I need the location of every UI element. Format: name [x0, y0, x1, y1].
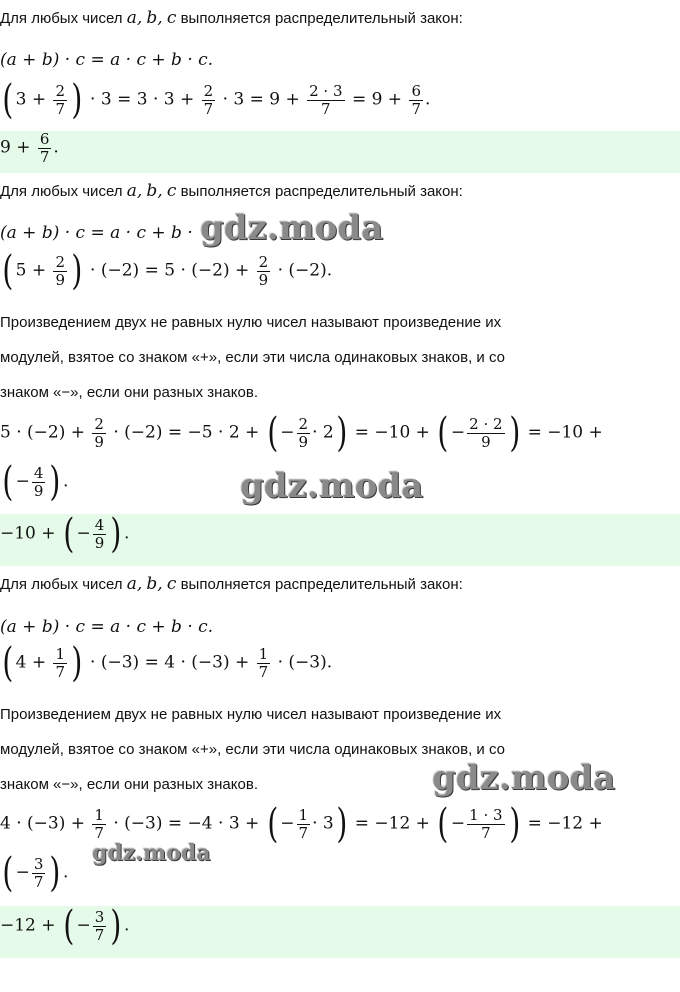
law-formula-2: (a + b) · c = a · c + b ·	[0, 223, 193, 243]
rule-line-2: модулей, взятое со знаком «+», если эти числа одинаковых знаков, и со	[0, 741, 505, 758]
watermark: gdz.moda	[240, 466, 424, 506]
fraction: $\frac{2}{9}$	[298, 415, 309, 451]
law-formula-1: (a + b) · c = a · c + b · c.	[0, 50, 214, 70]
ex1-mid3: = 9 +	[351, 89, 403, 110]
ex2-answer: −10 + ( − $\frac{4}{9}$ ) .	[0, 511, 130, 557]
fraction: $\frac{3}{7}$	[94, 908, 105, 944]
rule-line-3: знаком «−», если они разных знаков.	[0, 384, 258, 401]
fraction: $\frac{1}{7}$	[55, 645, 66, 681]
fraction: $\frac{1}{7}$	[298, 806, 309, 842]
ex3-expansion: ( 4 + $\frac{1}{7}$ ) · (−3) = 4 · (−3) + $\frac{1}{7}$ · (−3).	[2, 640, 333, 686]
fraction: $\frac{3}{7}$	[33, 855, 44, 891]
fraction: $\frac{2 \cdot 2}{9}$	[469, 415, 503, 451]
ex2-solution-line2: ( − $\frac{4}{9}$ ) .	[2, 459, 69, 505]
ex1-expansion: ( 3 + $\frac{2}{7}$ ) · 3 = 3 · 3 + $\frac{2}{7}$ · 3 = 9 + $\frac{2 \cdot 3}{7}$ = 9 + $\frac{6}{7}$ .	[2, 77, 431, 123]
paren-close: )	[71, 77, 83, 123]
rule-line-2: модулей, взятое со знаком «+», если эти числа одинаковых знаков, и со	[0, 349, 505, 366]
fraction: $\frac{2 \cdot 3}{7}$	[309, 82, 343, 118]
fraction: $\frac{2}{7}$	[55, 82, 66, 118]
ex3-answer: −12 + ( − $\frac{3}{7}$ ) .	[0, 903, 130, 949]
law-prefix: Для любых чисел	[0, 10, 127, 27]
ex1-mid2: · 3 = 9 +	[222, 89, 300, 110]
law-formula-3: (a + b) · c = a · c + b · c.	[0, 617, 214, 637]
watermark: gdz.moda	[200, 208, 384, 248]
rule-line-1: Произведением двух не равных нулю чисел называют произведение их	[0, 706, 502, 723]
law-suffix: выполняется распределительный закон:	[176, 10, 463, 27]
fraction: $\frac{4}{9}$	[33, 464, 44, 500]
var-b: b,	[146, 8, 163, 28]
paren-close: )	[71, 248, 83, 294]
fraction: $\frac{4}{9}$	[94, 516, 105, 552]
fraction: $\frac{1}{7}$	[94, 806, 104, 842]
fraction: $\frac{2}{9}$	[258, 253, 269, 289]
ex3-solution-line2: ( − $\frac{3}{7}$ ) .	[2, 850, 69, 896]
law-statement-1	[0, 8, 463, 28]
watermark: gdz.moda	[92, 840, 211, 866]
fraction: $\frac{2}{7}$	[203, 82, 214, 118]
ex1-mid: · 3 = 3 · 3 +	[90, 89, 195, 110]
law-statement-3: Для любых чисел a, b, c выполняется распределительный закон:	[0, 574, 463, 594]
paren-open: (	[2, 248, 14, 294]
ex2-solution-line1: 5 · (−2) + $\frac{2}{9}$ · (−2) = −5 · 2 + ( − $\frac{2}{9}$ · 2) = −10 + ( − $\frac{2 \cdot 2}{9}$ ) = −10 +	[0, 410, 603, 456]
fraction: $\frac{6}{7}$	[39, 130, 50, 166]
fraction: $\frac{2}{9}$	[94, 415, 104, 451]
ex2-expansion: ( 5 + $\frac{2}{9}$ ) · (−2) = 5 · (−2) + $\frac{2}{9}$ · (−2).	[2, 248, 333, 294]
var-c: c	[166, 8, 177, 28]
fraction: $\frac{6}{7}$	[411, 82, 422, 118]
var-a: a,	[126, 8, 143, 28]
paren-open: (	[2, 77, 14, 123]
fraction: $\frac{2}{9}$	[55, 253, 66, 289]
ex1-answer: 9 + $\frac{6}{7}$ .	[0, 130, 59, 166]
fraction: $\frac{1}{7}$	[258, 645, 269, 681]
answer-band-1	[0, 131, 680, 173]
fraction: $\frac{1 \cdot 3}{7}$	[469, 806, 503, 842]
rule-line-3: знаком «−», если они разных знаков.	[0, 776, 258, 793]
ex1-open: 3 +	[15, 89, 47, 110]
law-statement-2: Для любых чисел a, b, c выполняется распределительный закон:	[0, 181, 463, 201]
watermark: gdz.moda	[432, 758, 616, 798]
rule-line-1: Произведением двух не равных нулю чисел называют произведение их	[0, 314, 502, 331]
ex3-solution-line1: 4 · (−3) + $\frac{1}{7}$ · (−3) = −4 · 3 + ( − $\frac{1}{7}$ · 3) = −12 + ( − $\frac{1 \cdot 3}{7}$ ) = −12 +	[0, 801, 603, 847]
